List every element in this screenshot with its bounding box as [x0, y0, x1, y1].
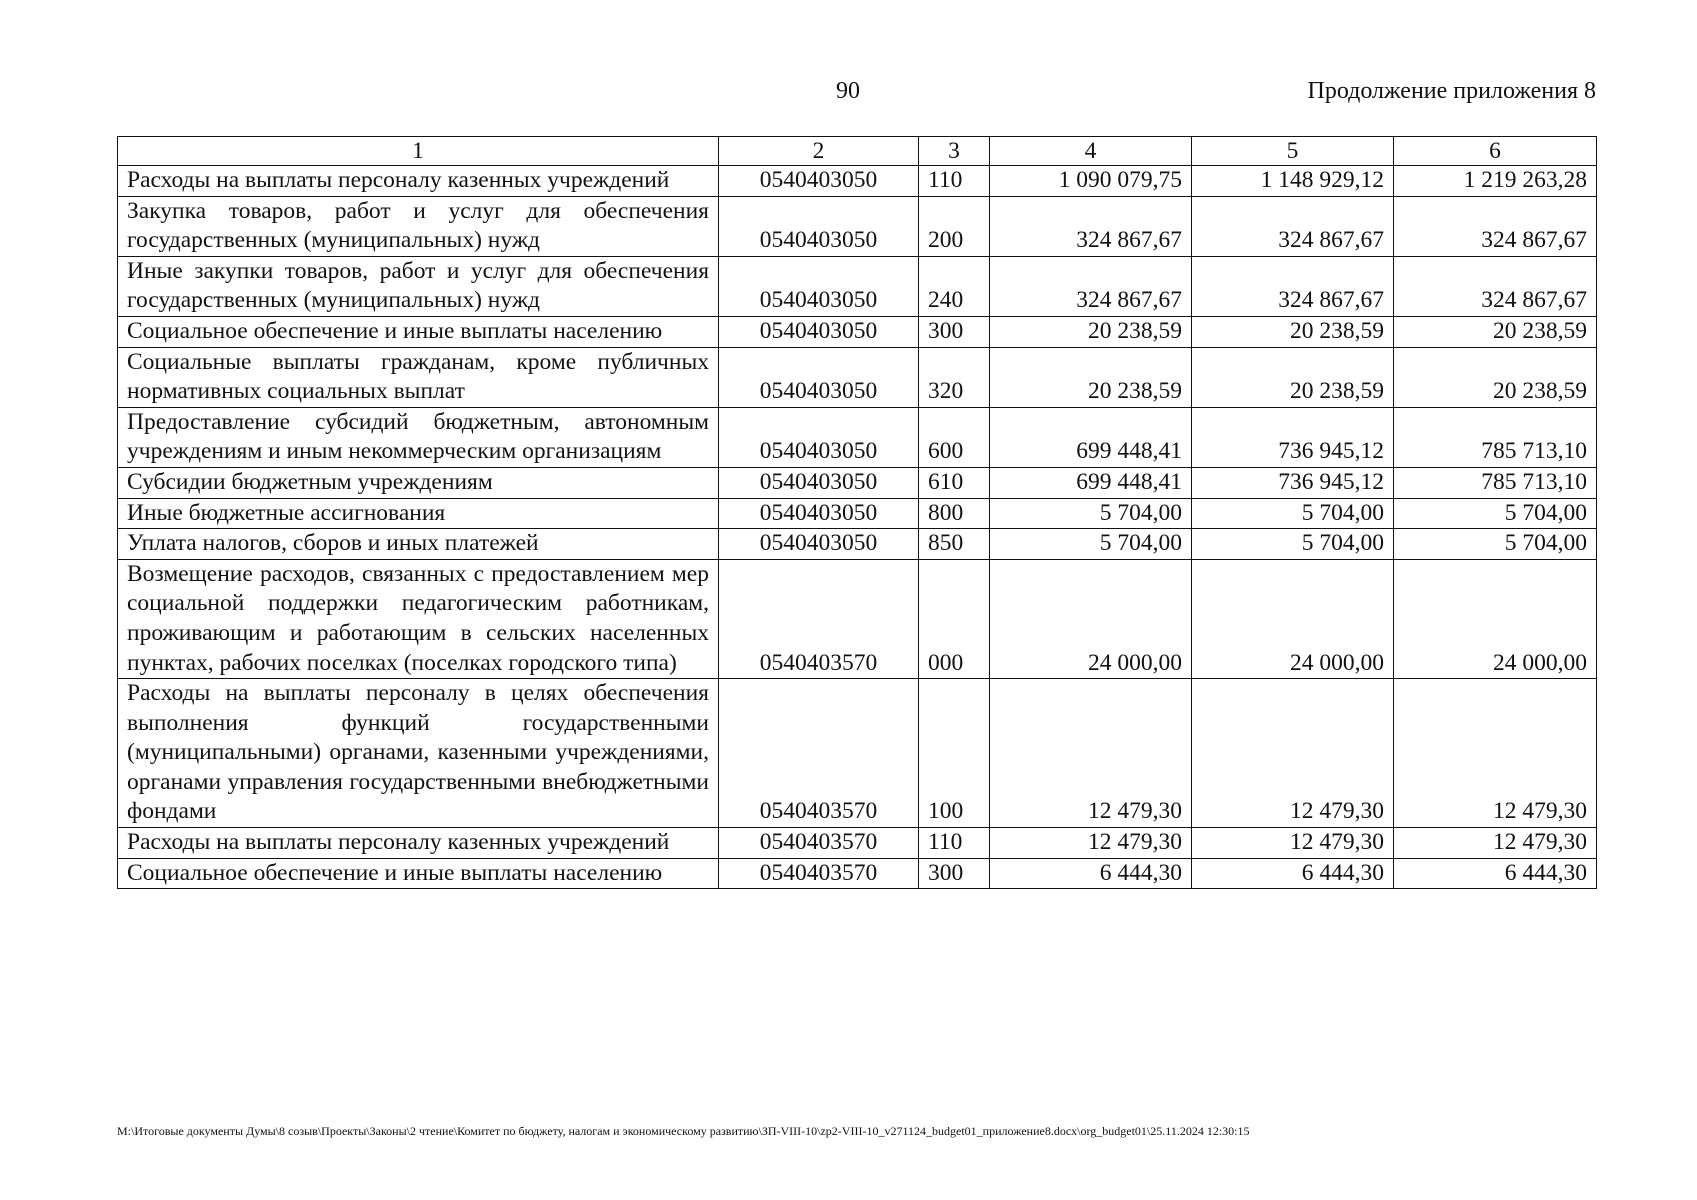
expense-name-cell: Закупка товаров, работ и услуг для обеспечения государственных (муниципальных) нужд [118, 196, 719, 256]
expense-name-cell: Предоставление субсидий бюджетным, автономным учреждениям и иным некоммерческим организациям [118, 407, 719, 467]
expense-type-code-cell: 320 [919, 347, 990, 407]
amount-year3-cell: 1 219 263,28 [1394, 166, 1597, 197]
expense-type-code-cell: 110 [919, 166, 990, 197]
expense-name-cell: Расходы на выплаты персоналу казенных учреждений [118, 828, 719, 859]
amount-year1-cell: 20 238,59 [990, 316, 1192, 347]
table-row [118, 858, 1597, 889]
target-article-code-cell: 0540403570 [719, 828, 919, 859]
amount-year2-cell: 324 867,67 [1192, 196, 1394, 256]
expense-type-code-cell: 000 [919, 559, 990, 678]
amount-year1-cell: 324 867,67 [990, 256, 1192, 316]
expense-name-cell: Уплата налогов, сборов и иных платежей [118, 529, 719, 560]
table-row [118, 529, 1597, 560]
amount-year1-cell: 6 444,30 [990, 858, 1192, 889]
column-number: 1 [118, 137, 719, 166]
column-number: 4 [990, 137, 1192, 166]
amount-year1-cell: 24 000,00 [990, 559, 1192, 678]
amount-year2-cell: 5 704,00 [1192, 498, 1394, 529]
expense-type-code-cell: 610 [919, 467, 990, 498]
expense-name-cell: Возмещение расходов, связанных с предоставлением мер социальной поддержки педагогическим работникам, проживающим и работающим в сельских населенных пунктах, рабочих поселках (поселках городского типа) [118, 559, 719, 678]
amount-year2-cell: 12 479,30 [1192, 679, 1394, 828]
expense-type-code-cell: 800 [919, 498, 990, 529]
expense-name-cell: Иные закупки товаров, работ и услуг для обеспечения государственных (муниципальных) нужд [118, 256, 719, 316]
expense-name-cell: Расходы на выплаты персоналу в целях обеспечения выполнения функций государственными (муниципальными) органами, казенными учреждениями, органами управления государственными внебюджетными фондами [118, 679, 719, 828]
column-number-row [118, 137, 1597, 166]
target-article-code-cell: 0540403050 [719, 166, 919, 197]
target-article-code-cell: 0540403050 [719, 407, 919, 467]
table-row [118, 347, 1597, 407]
amount-year1-cell: 1 090 079,75 [990, 166, 1192, 197]
footer-file-path: M:\Итоговые документы Думы\8 созыв\Проекты\Законы\2 чтение\Комитет по бюджету, налогам и экономическому развитию\ЗП-VIII-10\zp2-VIII-10_v271124_budget01_приложение8.docx\org_budget01\25.11.2024 12:30:15 [117, 1124, 1250, 1138]
column-number: 5 [1192, 137, 1394, 166]
amount-year1-cell: 324 867,67 [990, 196, 1192, 256]
amount-year1-cell: 12 479,30 [990, 828, 1192, 859]
amount-year3-cell: 324 867,67 [1394, 196, 1597, 256]
amount-year2-cell: 6 444,30 [1192, 858, 1394, 889]
target-article-code-cell: 0540403050 [719, 467, 919, 498]
amount-year3-cell: 6 444,30 [1394, 858, 1597, 889]
amount-year1-cell: 5 704,00 [990, 498, 1192, 529]
expense-type-code-cell: 200 [919, 196, 990, 256]
target-article-code-cell: 0540403050 [719, 316, 919, 347]
table-row [118, 467, 1597, 498]
amount-year2-cell: 736 945,12 [1192, 407, 1394, 467]
target-article-code-cell: 0540403050 [719, 196, 919, 256]
expense-name-cell: Социальное обеспечение и иные выплаты населению [118, 316, 719, 347]
column-number: 6 [1394, 137, 1597, 166]
expense-name-cell: Социальные выплаты гражданам, кроме публичных нормативных социальных выплат [118, 347, 719, 407]
table-row [118, 407, 1597, 467]
column-number: 2 [719, 137, 919, 166]
amount-year1-cell: 699 448,41 [990, 407, 1192, 467]
target-article-code-cell: 0540403050 [719, 498, 919, 529]
expense-type-code-cell: 240 [919, 256, 990, 316]
amount-year2-cell: 5 704,00 [1192, 529, 1394, 560]
amount-year3-cell: 785 713,10 [1394, 407, 1597, 467]
table-row [118, 498, 1597, 529]
amount-year1-cell: 20 238,59 [990, 347, 1192, 407]
table-row [118, 316, 1597, 347]
expense-type-code-cell: 100 [919, 679, 990, 828]
table-row [118, 828, 1597, 859]
appendix-continuation-title: Продолжение приложения 8 [1307, 78, 1596, 104]
amount-year3-cell: 20 238,59 [1394, 316, 1597, 347]
amount-year3-cell: 785 713,10 [1394, 467, 1597, 498]
table-row [118, 559, 1597, 678]
table-row [118, 679, 1597, 828]
table-row [118, 256, 1597, 316]
amount-year1-cell: 12 479,30 [990, 679, 1192, 828]
amount-year3-cell: 24 000,00 [1394, 559, 1597, 678]
expense-type-code-cell: 300 [919, 858, 990, 889]
amount-year2-cell: 1 148 929,12 [1192, 166, 1394, 197]
amount-year3-cell: 12 479,30 [1394, 828, 1597, 859]
amount-year2-cell: 12 479,30 [1192, 828, 1394, 859]
expense-name-cell: Социальное обеспечение и иные выплаты населению [118, 858, 719, 889]
table-row [118, 166, 1597, 197]
expense-name-cell: Расходы на выплаты персоналу казенных учреждений [118, 166, 719, 197]
amount-year2-cell: 324 867,67 [1192, 256, 1394, 316]
expense-name-cell: Иные бюджетные ассигнования [118, 498, 719, 529]
table-row [118, 196, 1597, 256]
budget-table-body [118, 137, 1597, 889]
expense-type-code-cell: 110 [919, 828, 990, 859]
amount-year3-cell: 324 867,67 [1394, 256, 1597, 316]
amount-year2-cell: 24 000,00 [1192, 559, 1394, 678]
amount-year2-cell: 20 238,59 [1192, 316, 1394, 347]
expense-type-code-cell: 850 [919, 529, 990, 560]
amount-year2-cell: 20 238,59 [1192, 347, 1394, 407]
amount-year3-cell: 5 704,00 [1394, 529, 1597, 560]
page-number: 90 [836, 78, 860, 104]
amount-year1-cell: 699 448,41 [990, 467, 1192, 498]
amount-year3-cell: 20 238,59 [1394, 347, 1597, 407]
target-article-code-cell: 0540403050 [719, 256, 919, 316]
amount-year2-cell: 736 945,12 [1192, 467, 1394, 498]
amount-year1-cell: 5 704,00 [990, 529, 1192, 560]
column-number: 3 [919, 137, 990, 166]
target-article-code-cell: 0540403050 [719, 529, 919, 560]
target-article-code-cell: 0540403570 [719, 559, 919, 678]
target-article-code-cell: 0540403570 [719, 679, 919, 828]
amount-year3-cell: 5 704,00 [1394, 498, 1597, 529]
target-article-code-cell: 0540403050 [719, 347, 919, 407]
expense-type-code-cell: 300 [919, 316, 990, 347]
expense-name-cell: Субсидии бюджетным учреждениям [118, 467, 719, 498]
target-article-code-cell: 0540403570 [719, 858, 919, 889]
budget-table [117, 136, 1597, 889]
amount-year3-cell: 12 479,30 [1394, 679, 1597, 828]
expense-type-code-cell: 600 [919, 407, 990, 467]
